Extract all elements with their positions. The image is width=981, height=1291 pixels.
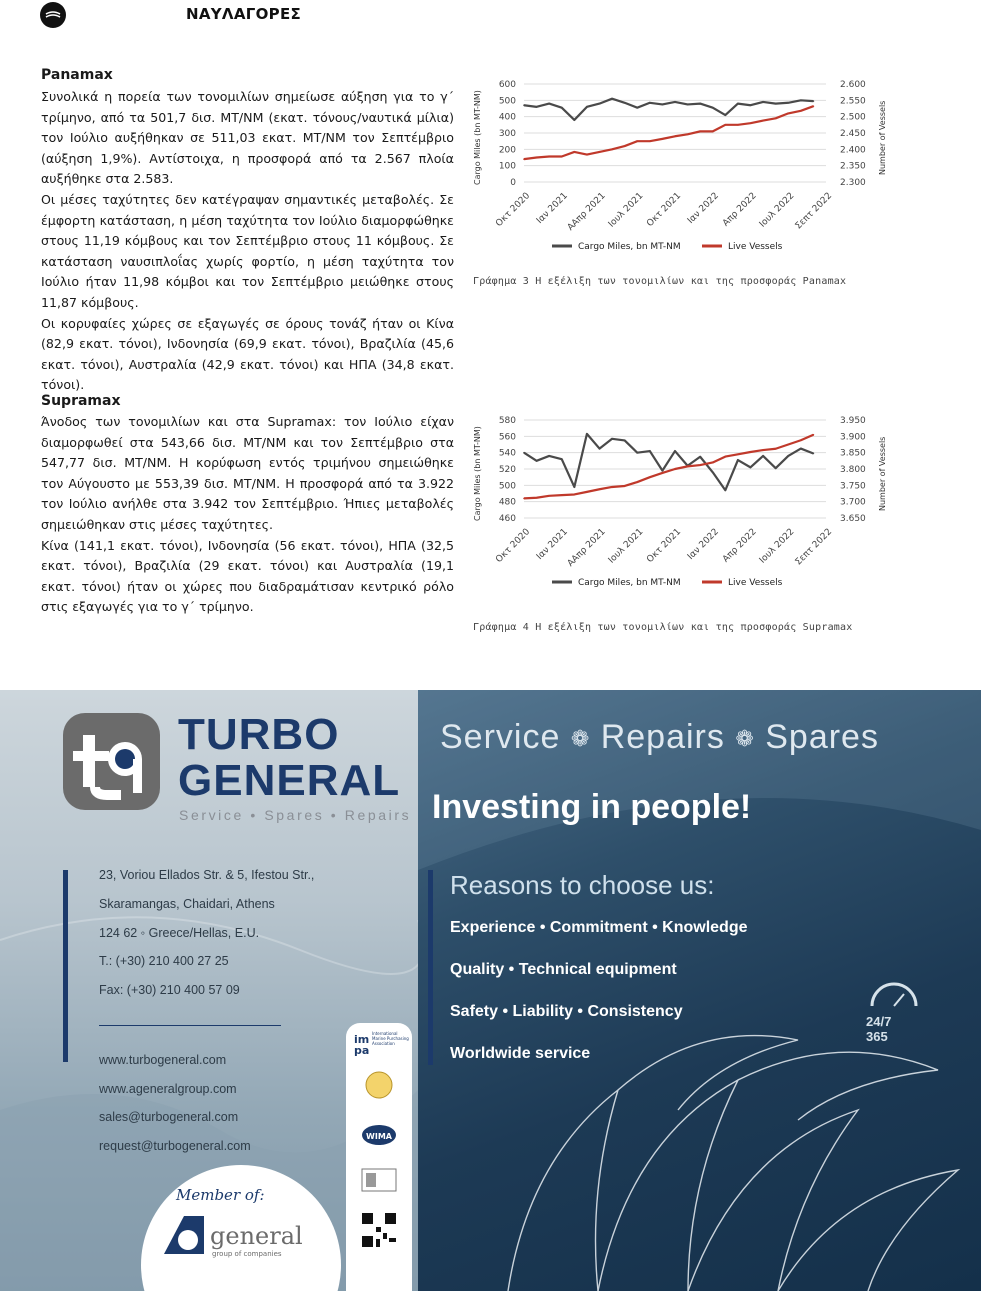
- y2-tick-label: 2.600: [840, 80, 866, 90]
- data-point: [737, 454, 739, 456]
- data-point: [662, 104, 664, 106]
- data-point: [624, 145, 626, 147]
- y2-axis-title: Number of Vessels: [878, 100, 887, 175]
- data-point: [762, 455, 764, 457]
- x-tick-label: Ιαν 2021: [534, 191, 570, 226]
- reason-line: Worldwide service: [450, 1045, 591, 1062]
- data-point: [586, 106, 588, 108]
- y2-tick-label: 2.300: [840, 178, 866, 188]
- data-point: [586, 154, 588, 156]
- x-tick-label: Ιαν 2021: [534, 527, 570, 562]
- data-point: [725, 456, 727, 458]
- data-point: [787, 102, 789, 104]
- y-axis-title: Cargo Miles (bn MT-NM): [473, 426, 482, 521]
- y-tick-label: 300: [498, 129, 516, 139]
- y2-tick-label: 3.700: [840, 497, 866, 508]
- data-point: [599, 151, 601, 153]
- member-brand: general: [210, 1222, 303, 1250]
- supramax-chart: [468, 408, 898, 608]
- ad-headline: Investing in people!: [432, 788, 752, 826]
- reasons-title: Reasons to choose us:: [450, 870, 715, 900]
- associations-strip: [346, 1023, 412, 1291]
- panamax-body: [41, 87, 454, 396]
- supramax-paragraph: Κίνα (141,1 εκατ. τόνοι), Ινδονησία (56 εκατ. τόνοι), ΗΠΑ (32,5 εκατ. τόνοι), Βραζιλία (29 εκατ. τόνοι) και Αυστραλία (19,1 εκατ. τόνοι) ήταν οι χώρες που διαδραμάτισαν κεντρικό ρόλο στις εξαγωγές για το γ΄ τρίμηνο.: [41, 537, 454, 615]
- data-point: [750, 122, 752, 124]
- x-tick-label: Ιουλ 2021: [606, 527, 646, 566]
- badge-247: 24/7: [866, 1014, 892, 1029]
- data-point: [574, 151, 576, 153]
- data-point: [775, 448, 777, 450]
- data-point: [762, 120, 764, 122]
- impa-name: International Marine Purchasing Association: [372, 1031, 409, 1046]
- email-link[interactable]: sales@turbogeneral.com: [99, 1110, 239, 1124]
- data-point: [662, 470, 664, 472]
- x-tick-label: Σεπτ 2022: [793, 527, 835, 568]
- data-point: [712, 107, 714, 109]
- panamax-chart: [468, 72, 898, 272]
- x-tick-label: Οκτ 2020: [494, 527, 533, 565]
- x-tick-label: Ιουλ 2021: [606, 191, 646, 230]
- panamax-title: Panamax: [41, 67, 113, 83]
- y2-tick-label: 2.500: [840, 112, 866, 123]
- x-tick-label: Σεπτ 2022: [793, 191, 835, 232]
- data-point: [674, 468, 676, 470]
- data-point: [662, 472, 664, 474]
- y2-tick-label: 3.850: [840, 448, 866, 459]
- member-sub: group of companies: [212, 1250, 282, 1258]
- data-point: [737, 459, 739, 461]
- data-point: [599, 488, 601, 490]
- data-point: [813, 434, 815, 436]
- data-point: [536, 157, 538, 159]
- address-line: 124 62 ◦ Greece/Hellas, E.U.: [99, 926, 260, 940]
- data-point: [737, 124, 739, 126]
- x-tick-label: Οκτ 2021: [645, 527, 684, 565]
- data-point: [624, 485, 626, 487]
- data-point: [574, 119, 576, 121]
- data-point: [574, 494, 576, 496]
- data-point: [750, 104, 752, 106]
- data-point: [561, 458, 563, 460]
- data-point: [787, 455, 789, 457]
- x-tick-label: Οκτ 2020: [494, 191, 533, 229]
- data-point: [523, 158, 525, 160]
- data-point: [712, 131, 714, 133]
- address-line: Skaramangas, Chaidari, Athens: [99, 897, 275, 911]
- supramax-chart-caption: Γράφημα 4 Η εξέλιξη των τονομιλίων και της προσφοράς Supramax: [473, 622, 853, 633]
- turbo-general-logo-mark: [63, 713, 160, 810]
- data-point: [687, 104, 689, 106]
- x-tick-label: Οκτ 2021: [645, 191, 684, 229]
- y-tick-label: 500: [498, 96, 516, 107]
- data-point: [737, 103, 739, 105]
- y-tick-label: 460: [498, 514, 516, 524]
- data-point: [725, 114, 727, 116]
- data-point: [611, 486, 613, 488]
- y-tick-label: 520: [498, 465, 516, 475]
- panamax-chart-caption: Γράφημα 3 Η εξέλιξη των τονομιλίων και της προσφοράς Panamax: [473, 276, 847, 287]
- y2-tick-label: 3.900: [840, 432, 866, 443]
- data-point: [750, 467, 752, 469]
- supramax-paragraph: Άνοδος των τονομιλίων και στα Supramax: τον Ιούλιο είχαν διαμορφωθεί στα 543,66 δισ. ΜΤ/ΝΜ και τον Σεπτέμβριο στα 547,77 δισ. ΜΤ/ΝΜ. Η κορύφωση εντός τριμήνου σημειώθηκε τον Αύγουστο με 553,39 δισ. ΜΤ/ΝΜ. Η προσφορά από τα 3.922 τον Ιούλιο ανήλθε στα 3.942 τον Σεπτέμβριο. Ήπιες μεταβολές σημειώθηκαν στις μέσες ταχύτητες.: [41, 414, 454, 532]
- y-tick-label: 0: [510, 178, 516, 188]
- data-point: [548, 156, 550, 158]
- svg-text:im: im: [354, 1033, 370, 1046]
- data-point: [561, 156, 563, 158]
- x-tick-label: Ιουλ 2022: [757, 191, 797, 230]
- data-point: [636, 107, 638, 109]
- y2-tick-label: 2.400: [840, 145, 866, 156]
- data-point: [586, 491, 588, 493]
- data-point: [674, 101, 676, 103]
- member-label: Member of:: [176, 1186, 265, 1204]
- service-word: Service: [440, 718, 561, 756]
- availability-badge: [864, 980, 924, 1050]
- x-tick-label: ΑΑπρ 2021: [565, 191, 608, 233]
- data-point: [561, 107, 563, 109]
- data-point: [813, 453, 815, 455]
- y-tick-label: 500: [498, 481, 516, 492]
- data-point: [574, 486, 576, 488]
- data-point: [649, 450, 651, 452]
- data-point: [762, 101, 764, 103]
- data-point: [813, 100, 815, 102]
- brand-tagline: Service • Spares • Repairs: [179, 807, 412, 823]
- data-point: [674, 450, 676, 452]
- brand-name-line1: TURBO: [178, 710, 340, 759]
- repairs-word: Repairs: [600, 718, 725, 756]
- stopwatch-icon: [864, 980, 924, 1010]
- y-axis-title: Cargo Miles (bn MT-NM): [473, 90, 482, 185]
- data-point: [599, 448, 601, 450]
- panamax-paragraph: Συνολικά η πορεία των τονομιλίων σημείωσε αύξηση για το γ΄ τρίμηνο, από τα 501,7 δισ. ΜΤ/ΝΜ (εκατ. τόνους/ναυτικά μίλια) τον Ιούλιο αυξήθηκαν σε 511,03 εκατ. ΜΤ/ΝΜ τον Σεπτέμβριο (αύξηση 1,9%). Αντίστοιχα, η προσφορά από τα 2.567 πλοία αυξήθηκε στα 2.583.: [41, 89, 454, 187]
- data-point: [624, 440, 626, 442]
- data-point: [687, 466, 689, 468]
- data-point: [586, 433, 588, 435]
- y2-tick-label: 3.800: [840, 465, 866, 475]
- data-point: [548, 495, 550, 497]
- data-point: [636, 481, 638, 483]
- reasons-accent-bar: [428, 870, 433, 1065]
- address-line: 23, Voriou Ellados Str. & 5, Ifestou Str.,: [99, 868, 315, 882]
- data-point: [699, 464, 701, 466]
- panamax-paragraph: Οι κορυφαίες χώρες σε εξαγωγές σε όρους τονάζ ήταν οι Κίνα (82,9 εκατ. τόνοι), Ινδονησία (69,9 εκατ. τόνοι), Βραζιλία (45,6 εκατ. τόνοι), Αυστραλία (42,9 εκατ. τόνοι) και ΗΠΑ (34,8 εκατ. τόνοι).: [41, 315, 454, 393]
- data-point: [611, 438, 613, 440]
- data-point: [624, 102, 626, 104]
- data-point: [649, 476, 651, 478]
- legend-label: Live Vessels: [728, 242, 783, 252]
- series-line: [524, 434, 813, 490]
- turbo-general-ad: [0, 690, 981, 1291]
- y-tick-label: 200: [498, 145, 516, 156]
- y-tick-label: 480: [498, 497, 516, 508]
- x-tick-label: Απρ 2022: [721, 527, 759, 565]
- data-point: [775, 118, 777, 120]
- data-point: [523, 104, 525, 106]
- tg-logo-icon: [63, 713, 160, 810]
- data-point: [750, 451, 752, 453]
- y-tick-label: 560: [498, 432, 516, 443]
- data-point: [636, 452, 638, 454]
- phone-line: T.: (+30) 210 400 27 25: [99, 954, 229, 968]
- legend-label: Cargo Miles, bn MT-NM: [578, 578, 681, 588]
- data-point: [762, 449, 764, 451]
- data-point: [523, 498, 525, 500]
- data-point: [800, 448, 802, 450]
- y-tick-label: 580: [498, 416, 516, 426]
- contact-accent-bar: [63, 870, 68, 1062]
- association-seal-icon: [366, 1072, 392, 1098]
- y2-tick-label: 3.950: [840, 416, 866, 426]
- svg-text:pa: pa: [354, 1044, 370, 1057]
- data-point: [787, 444, 789, 446]
- data-point: [611, 98, 613, 100]
- reason-line: Quality • Technical equipment: [450, 961, 677, 978]
- data-point: [699, 456, 701, 458]
- wima-label: WIMA: [366, 1132, 392, 1141]
- reason-line: Safety • Liability • Consistency: [450, 1003, 683, 1020]
- y-tick-label: 600: [498, 80, 516, 90]
- y2-axis-title: Number of Vessels: [878, 436, 887, 511]
- data-point: [561, 494, 563, 496]
- data-point: [548, 103, 550, 105]
- data-point: [813, 105, 815, 107]
- data-point: [725, 124, 727, 126]
- x-tick-label: Απρ 2022: [721, 191, 759, 229]
- contact-divider: [99, 1025, 281, 1026]
- spares-word: Spares: [765, 718, 879, 756]
- general-group-logo: [160, 1210, 320, 1260]
- data-point: [699, 103, 701, 105]
- data-point: [649, 102, 651, 104]
- panamax-chart-svg: [468, 72, 898, 272]
- data-point: [536, 106, 538, 108]
- turbine-separator-icon: ❁: [570, 726, 591, 752]
- website-link[interactable]: www.ageneralgroup.com: [99, 1082, 237, 1096]
- publication-logo: [40, 2, 66, 28]
- y2-tick-label: 3.650: [840, 514, 866, 524]
- data-point: [536, 460, 538, 462]
- data-point: [599, 103, 601, 105]
- section-header-title: ΝΑΥΛΑΓΟΡΕΣ: [186, 5, 302, 23]
- badge-365: 365: [866, 1029, 888, 1044]
- reason-line: Experience • Commitment • Knowledge: [450, 919, 748, 936]
- publication-logo-icon: [40, 2, 66, 28]
- turbine-separator-icon: ❁: [735, 726, 755, 752]
- website-link[interactable]: www.turbogeneral.com: [99, 1053, 227, 1067]
- data-point: [800, 100, 802, 102]
- y2-tick-label: 3.750: [840, 481, 866, 492]
- data-point: [699, 131, 701, 133]
- supramax-body: [41, 412, 454, 618]
- brand-name-line2: GENERAL: [178, 756, 401, 805]
- y2-tick-label: 2.450: [840, 129, 866, 139]
- y2-tick-label: 2.350: [840, 161, 866, 172]
- supramax-chart-svg: [468, 408, 898, 608]
- data-point: [800, 110, 802, 112]
- data-point: [800, 439, 802, 441]
- data-point: [775, 467, 777, 469]
- legend-label: Live Vessels: [728, 578, 783, 588]
- data-point: [636, 140, 638, 142]
- legend-label: Cargo Miles, bn MT-NM: [578, 242, 681, 252]
- data-point: [649, 140, 651, 142]
- x-tick-label: Ιαν 2022: [685, 191, 721, 226]
- services-banner: [440, 718, 879, 757]
- data-point: [662, 138, 664, 140]
- data-point: [536, 497, 538, 499]
- email-link[interactable]: request@turbogeneral.com: [99, 1139, 251, 1153]
- data-point: [775, 103, 777, 105]
- y-tick-label: 540: [498, 448, 516, 459]
- y2-tick-label: 2.550: [840, 96, 866, 107]
- y-tick-label: 100: [498, 161, 516, 172]
- data-point: [725, 489, 727, 491]
- x-tick-label: ΑΑπρ 2021: [565, 527, 608, 569]
- data-point: [787, 113, 789, 115]
- supramax-title: Supramax: [41, 393, 121, 409]
- associations-logos: [346, 1023, 412, 1291]
- data-point: [523, 452, 525, 454]
- data-point: [712, 462, 714, 464]
- x-tick-label: Ιαν 2022: [685, 527, 721, 562]
- panamax-paragraph: Οι μέσες ταχύτητες δεν κατέγραψαν σημαντικές μεταβολές. Σε έμφορτη κατάσταση, η μέση ταχύτητα τον Ιούλιο διαμορφώθηκε στους 11,19 κόμβους και τον Σεπτέμβριο στους 11 κόμβους. Σε κατάσταση ναυσιπλοΐας χωρίς φορτίο, η μέση ταχύτητα τον Ιούλιο ήταν 11,98 κόμβοι και τον Σεπτέμβριο μειώθηκε στους 11,87 κόμβους.: [41, 191, 454, 310]
- data-point: [674, 135, 676, 137]
- fax-line: Fax: (+30) 210 400 57 09: [99, 983, 240, 997]
- data-point: [611, 149, 613, 151]
- data-point: [548, 455, 550, 457]
- series-line: [524, 435, 813, 499]
- data-point: [712, 471, 714, 473]
- data-point: [687, 134, 689, 136]
- y-tick-label: 400: [498, 112, 516, 123]
- x-tick-label: Ιουλ 2022: [757, 527, 797, 566]
